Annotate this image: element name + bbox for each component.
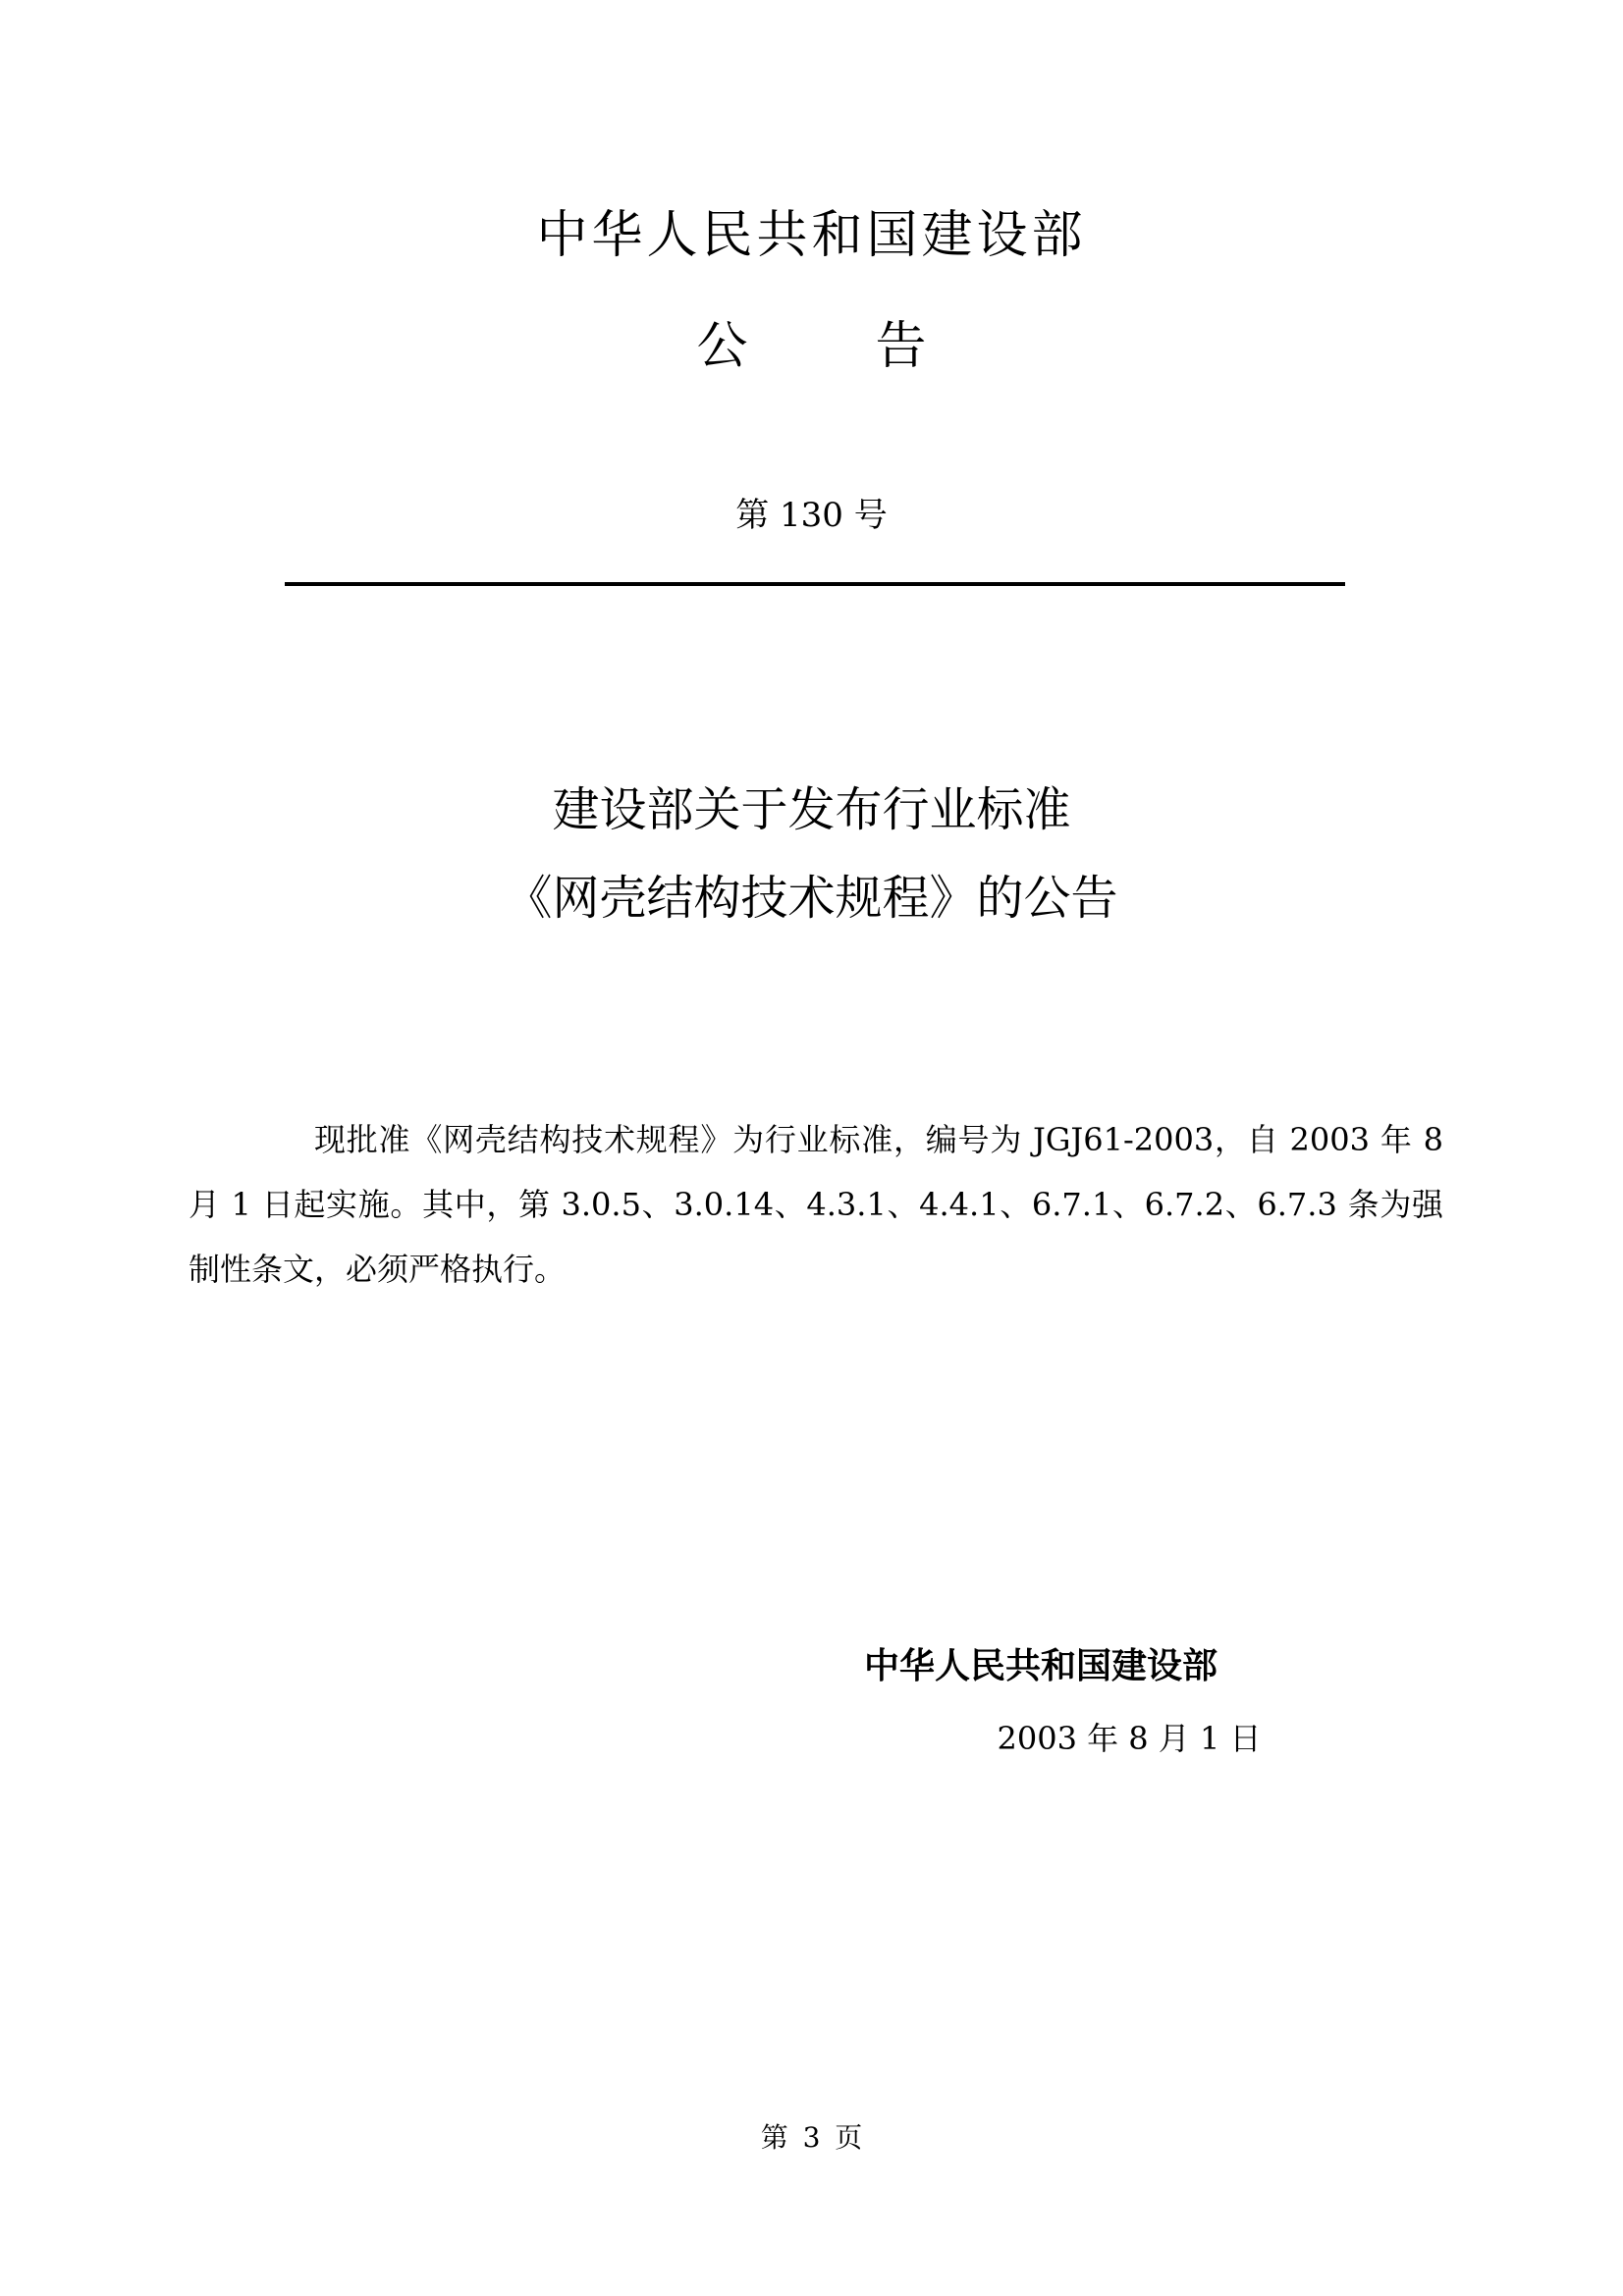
document-number: 第 130 号 [735,496,888,535]
header-divider [285,582,1345,586]
body-paragraph: 现批准《网壳结构技术规程》为行业标准，编号为 JGJ61-2003，自 2003 年 8 月 1 日起实施。其中，第 3.0.5、3.0.14、4.3.1、4.4.1、6.7.1、6.7.2、6.7.3 条为强制性条文，必须严格执行。 [189,1121,1443,1288]
announcement-char-2: 告 [875,317,927,376]
issuer-heading: 中华人民共和国建设部 [536,206,1087,265]
signature-date: 2003 年 8 月 1 日 [997,1720,1262,1757]
title-line-2: 《网壳结构技术规程》的公告 [505,871,1118,926]
title-line-1: 建设部关于发布行业标准 [552,782,1071,837]
announcement-heading [0,312,1623,381]
signature-organization: 中华人民共和国建设部 [864,1646,1218,1686]
announcement-char-1: 公 [696,317,748,376]
page-number: 第 3 页 [760,2121,863,2154]
